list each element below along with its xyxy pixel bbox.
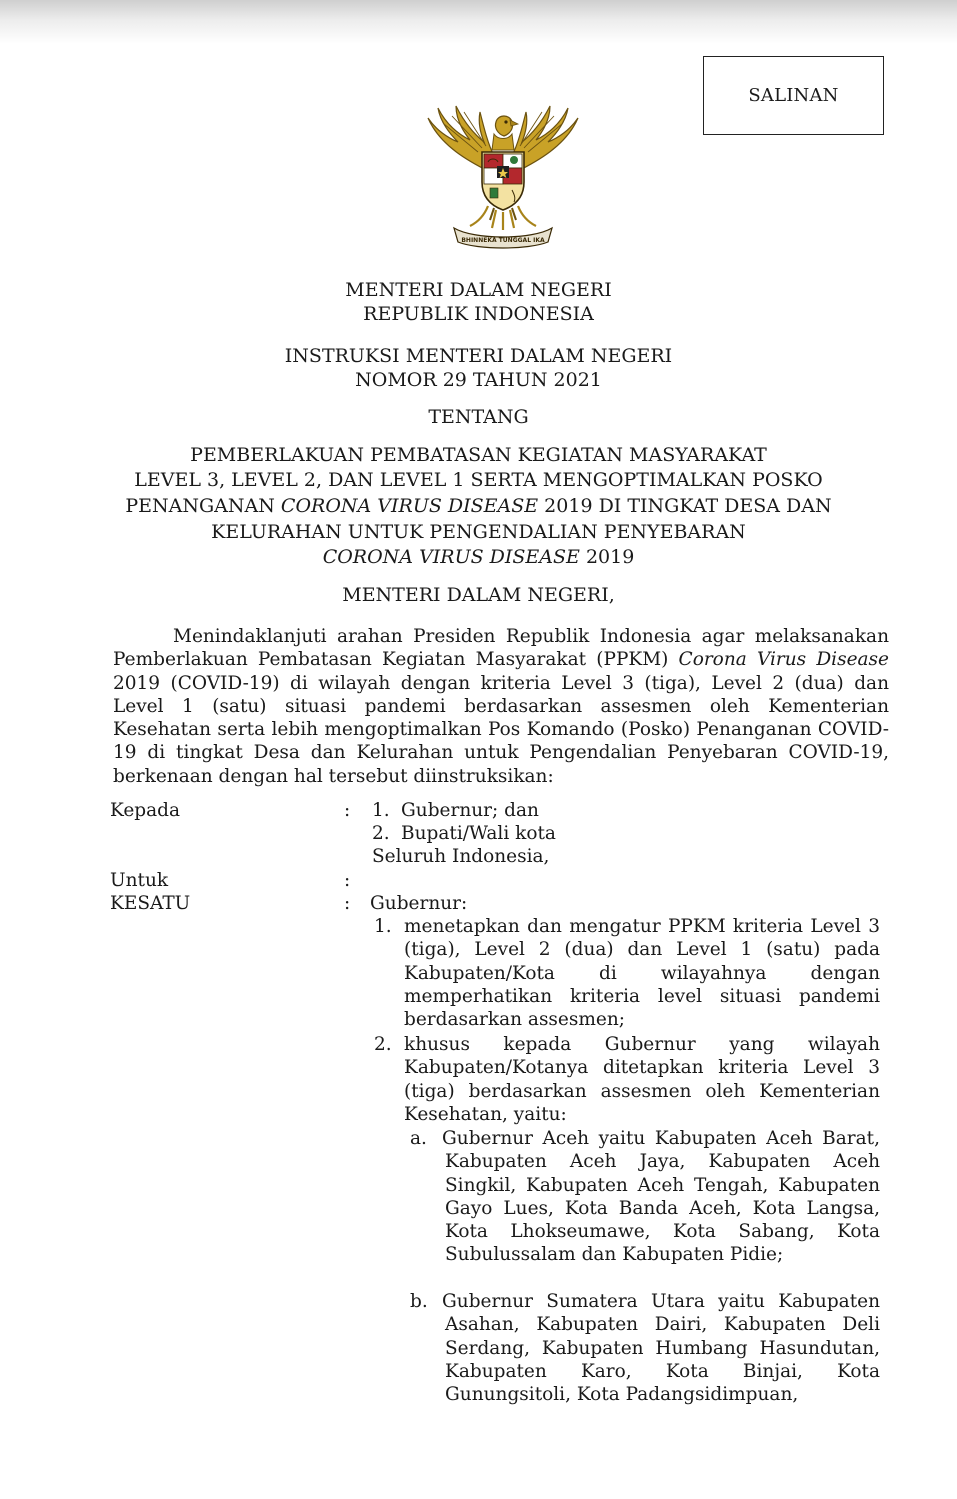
kepada-item-1: Gubernur; dan — [401, 800, 539, 821]
ministry-line-1: MENTERI DALAM NEGERI — [345, 279, 612, 301]
subject-line-2: LEVEL 3, LEVEL 2, DAN LEVEL 1 SERTA MENGOPTIMALKAN POSKO — [134, 469, 823, 491]
untuk-colon: : — [344, 870, 351, 891]
tentang-heading: TENTANG — [428, 406, 529, 428]
kesatu-point-1: menetapkan dan mengatur PPKM kriteria Level 3 (tiga), Level 2 (dua) dan Level 1 (satu) pada Kabupaten/Kota di wilayahnya dengan memperhatikan kriteria level situasi pandemi berdasarkan assesmen; — [404, 916, 880, 1031]
kepada-label: Kepada — [110, 800, 181, 821]
signatory-heading: MENTERI DALAM NEGERI, — [342, 584, 615, 606]
kesatu-item-b: Gubernur Sumatera Utara yaitu Kabupaten Asahan, Kabupaten Dairi, Kabupaten Deli Serdang, Kabupaten Humbang Hasundutan, Kabupaten Karo, Kota Binjai, Kota Gunungsitoli, Kota Padangsidimpuan, — [442, 1291, 880, 1406]
kesatu-point-2: khusus kepada Gubernur yang wilayah Kabupaten/Kotanya ditetapkan kriteria Level 3 (tiga) berdasarkan assesmen oleh Kementerian Kesehatan, yaitu: — [404, 1034, 880, 1125]
kesatu-intro: Gubernur: — [370, 893, 468, 914]
subject-line-4: KELURAHAN UNTUK PENGENDALIAN PENYEBARAN — [211, 521, 746, 543]
kepada-item-2-num: 2. — [372, 823, 390, 844]
kesatu-point-1-num: 1. — [374, 916, 392, 937]
kepada-item-2: Bupati/Wali kota — [401, 823, 556, 844]
salinan-stamp — [703, 56, 884, 135]
kesatu-colon: : — [344, 893, 351, 914]
kesatu-label: KESATU — [110, 893, 191, 914]
ministry-line-2: REPUBLIK INDONESIA — [363, 303, 594, 325]
kepada-scope: Seluruh Indonesia, — [372, 846, 550, 867]
subject-line-1: PEMBERLAKUAN PEMBATASAN KEGIATAN MASYARAKAT — [190, 444, 767, 466]
instruction-number: NOMOR 29 TAHUN 2021 — [355, 369, 602, 391]
preamble-paragraph: Menindaklanjuti arahan Presiden Republik Indonesia agar melaksanakan Pemberlakuan Pembatasan Kegiatan Masyarakat (PPKM) Corona Virus Disease 2019 (COVID-19) di wilayah dengan kriteria Level 3 (tiga), Level 2 (dua) dan Level 1 (satu) situasi pandemi berdasarkan assesmen oleh Kementerian Kesehatan serta lebih mengoptimalkan Pos Komando (Posko) Penanganan COVID-19 di tingkat Desa dan Kelurahan untuk Pengendalian Penyebaran COVID-19, berkenaan dengan hal tersebut diinstruksikan: — [113, 626, 889, 787]
subject-line-5: CORONA VIRUS DISEASE 2019 — [322, 546, 635, 568]
kepada-colon: : — [344, 800, 351, 821]
kesatu-item-a: Gubernur Aceh yaitu Kabupaten Aceh Barat, Kabupaten Aceh Jaya, Kabupaten Aceh Singkil, Kabupaten Aceh Tengah, Kabupaten Gayo Lues, Kota Banda Aceh, Kota Langsa, Kota Lhokseumawe, Kota Sabang, Kota Subulussalam dan Kabupaten Pidie; — [442, 1128, 880, 1266]
kesatu-item-b-num: b. — [410, 1291, 428, 1312]
instruction-title: INSTRUKSI MENTERI DALAM NEGERI — [284, 345, 673, 367]
top-shadow — [0, 0, 957, 44]
garuda-emblem-icon — [418, 100, 588, 252]
subject-line-3: PENANGANAN CORONA VIRUS DISEASE 2019 DI TINGKAT DESA DAN — [125, 495, 832, 517]
kesatu-item-a-num: a. — [410, 1128, 427, 1149]
kesatu-point-2-num: 2. — [374, 1034, 392, 1055]
salinan-label: SALINAN — [748, 85, 839, 106]
untuk-label: Untuk — [110, 870, 169, 891]
emblem-motto: BHINNEKA TUNGGAL IKA — [461, 237, 545, 244]
kepada-item-1-num: 1. — [372, 800, 390, 821]
